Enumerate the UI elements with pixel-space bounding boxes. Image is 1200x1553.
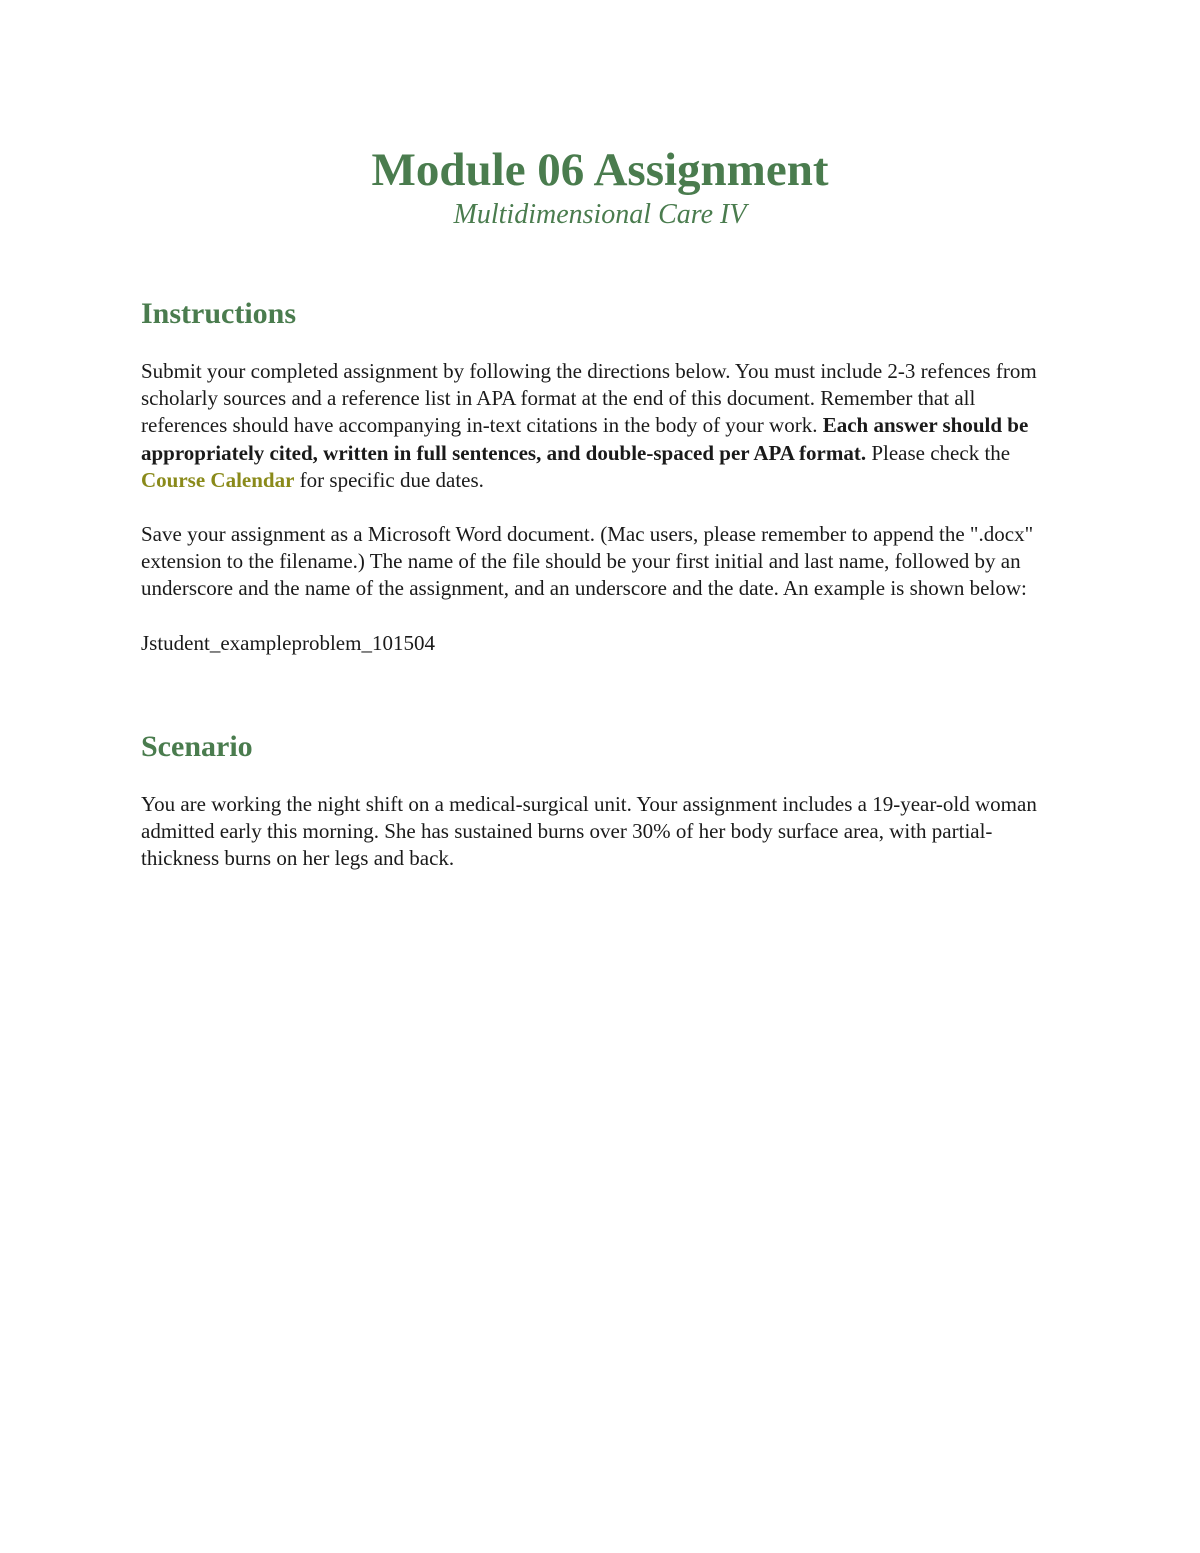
due-dates-prefix-text: Please check the — [866, 440, 1011, 465]
example-filename: Jstudent_exampleproblem_101504 — [141, 630, 435, 655]
course-calendar-link[interactable]: Course Calendar — [141, 467, 295, 492]
title-block — [0, 142, 1200, 232]
apa-requirement-text: Each answer should be appropriately cited, written in full sentences, and double-spaced per APA format. — [141, 413, 1029, 465]
scenario-heading: Scenario — [141, 729, 253, 763]
document-subtitle: Multidimensional Care IV — [453, 199, 747, 230]
due-dates-suffix-text: for specific due dates. — [294, 467, 484, 492]
instructions-paragraph — [141, 358, 1041, 494]
file-naming-paragraph: Save your assignment as a Microsoft Word document. (Mac users, please remember to append the ".docx" extension to the filename.) The name of the file should be your first initial and last name, followed by an underscore and the name of the assignment, and an underscore and the date. An example is shown below: — [141, 522, 1034, 601]
scenario-paragraph: You are working the night shift on a medical-surgical unit. Your assignment includes a 19-year-old woman admitted early this morning. She has sustained burns over 30% of her body surface area, with partial-thickness burns on her legs and back. — [141, 791, 1037, 871]
document-title: Module 06 Assignment — [371, 144, 829, 196]
instructions-intro-text: Submit your completed assignment by following the directions below. You must include 2-3 refences from scholarly sources and a reference list in APA format at the end of this document. Remember that all references should have accompanying in-text citations in the body of your work. — [141, 359, 1037, 438]
document-body — [141, 294, 1041, 872]
instructions-heading: Instructions — [141, 297, 297, 330]
